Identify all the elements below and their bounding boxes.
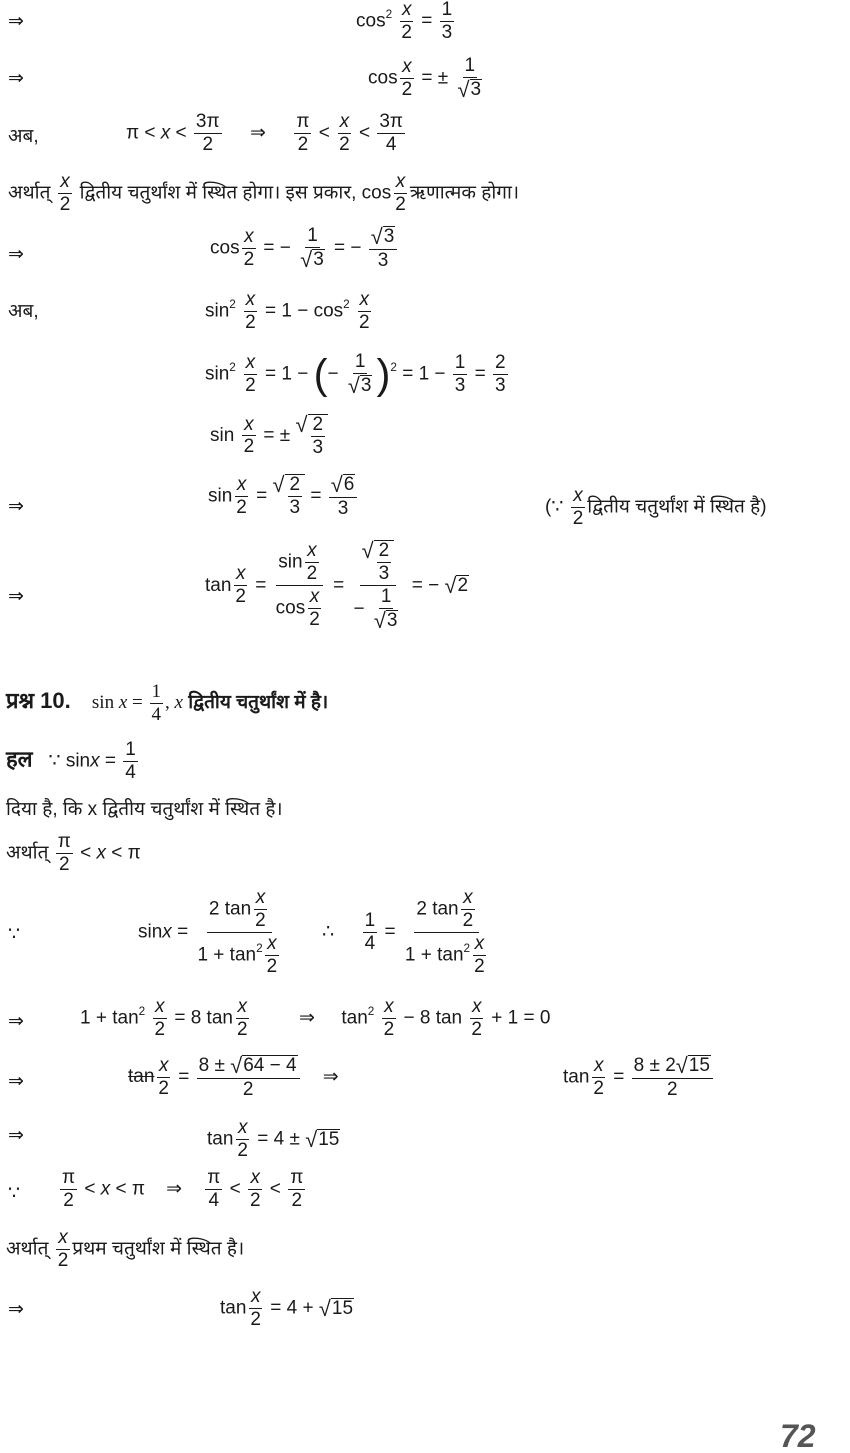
equation-sin2-value: $\sin^2$ $\frac{x}{2}$ = 1 − (− 1 √ 3 )$^2$ = 1 − $\frac{1}{3}$ = $\frac{2}{3}$ <box>205 350 506 398</box>
equation-cos2-half: $\cos^2$ $\frac{x}{2}$ = $\frac{1}{3}$ <box>356 0 453 43</box>
text-side-note: द्वितीय चतुर्थांश में स्थित है) <box>587 496 767 518</box>
equation-quadratic-tan: $1 + \tan^2$ $\frac{x}{2}$ = 8 tan $\frac{x}{2}$ ⇒ $\tan^2$ $\frac{x}{2}$ − 8 tan $\frac{x}{2}$ + 1 = 0 <box>80 996 551 1040</box>
equation-sin-half-pm: sin $\frac{x}{2}$ = ± √ $\frac{2}{3}$ <box>210 414 328 458</box>
text-ab: अब, <box>8 301 39 322</box>
text-negative: ऋणात्मक होगा। <box>409 182 520 204</box>
equation-tan-half-final: tan $\frac{x}{2}$ = 4 + √ 15 <box>220 1286 354 1330</box>
inequality-x-range: π < x < $\frac{3\pi}{2}$ ⇒ $\frac{\pi}{2}$ < $\frac{x}{2}$ < $\frac{3\pi}{4}$ <box>126 111 404 155</box>
question-tail: द्वितीय चतुर्थांश में है। <box>188 691 329 713</box>
equation-quadratic-formula: tan $\frac{x}{2}$ = 8 ± √ 64 − 4 2 ⇒ <box>128 1053 339 1100</box>
equation-sin-tan-identity: sinx = 2 tan $\frac{x}{2}$ $1 + \tan^2$ $\frac{x}{2}$ ∴ $\frac{1}{4}$ = 2 tan $\frac{x}{2}$ $1 + \tan^2$ $\frac{x}{2}$ <box>138 887 485 977</box>
text-arthat: अर्थात् <box>8 182 51 204</box>
text-ab: अब, <box>8 126 39 147</box>
given-statement: दिया है, कि x द्वितीय चतुर्थांश में स्थित है। <box>6 799 283 820</box>
implies-symbol: ⇒ <box>8 1125 24 1146</box>
equation-sin-half-value: sin $\frac{x}{2}$ = √ $\frac{2}{3}$ = √ 6 3 <box>208 474 359 519</box>
implies-symbol: ⇒ <box>8 496 24 517</box>
equation-tan-half-pm: tan $\frac{x}{2}$ = 4 ± √ 15 <box>207 1117 340 1161</box>
implies-symbol: ⇒ <box>8 68 24 89</box>
because-symbol: ∵ <box>8 1183 21 1204</box>
because-symbol: ∵ <box>8 924 21 945</box>
implies-symbol: ⇒ <box>8 1011 24 1032</box>
question-heading: प्रश्न 10. sin x = $\frac{1}{4}$ , x द्वितीय चतुर्थांश में है। <box>6 681 329 725</box>
inequality-half-range: $\frac{\pi}{2}$ < x < π ⇒ $\frac{\pi}{4}$ < $\frac{x}{2}$ < $\frac{\pi}{2}$ <box>62 1167 304 1211</box>
implies-symbol: ⇒ <box>8 1299 24 1320</box>
equation-cos-half-value: cos $\frac{x}{2}$ = − 1 √ 3 = − √ 3 3 <box>210 226 399 271</box>
side-note: (∵ $\frac{x}{2}$ द्वितीय चतुर्थांश में स्थित है) <box>545 485 767 529</box>
implies-symbol: ⇒ <box>8 1071 24 1092</box>
implies-symbol: ⇒ <box>8 11 24 32</box>
implies-symbol: ⇒ <box>8 586 24 607</box>
statement-quadrant-1: अर्थात् $\frac{x}{2}$ प्रथम चतुर्थांश में स्थित है। <box>6 1227 245 1271</box>
equation-quadratic-simplified: tan $\frac{x}{2}$ = 8 ± 2 √ 15 2 <box>563 1055 715 1100</box>
inequality-x-quadrant: अर्थात् $\frac{\pi}{2}$ < x < π <box>6 831 141 875</box>
statement-quadrant-2: अर्थात् $\frac{x}{2}$ द्वितीय चतुर्थांश में स्थित होगा। इस प्रकार, cos $\frac{x}{2}$ ऋणात्मक होगा। <box>8 171 520 215</box>
solution-label: हल <box>6 746 33 772</box>
equation-sin2-identity: $\sin^2$ $\frac{x}{2}$ = $1 - \cos^2$ $\frac{x}{2}$ <box>205 289 370 333</box>
solution-heading: हल ∵ sinx = $\frac{1}{4}$ <box>6 739 136 783</box>
text-quadrant-2: द्वितीय चतुर्थांश में स्थित होगा। इस प्रकार, <box>79 182 357 204</box>
implies-symbol: ⇒ <box>8 244 24 265</box>
equation-tan-half-ratio: tan $\frac{x}{2}$ = sin $\frac{x}{2}$ cos $\frac{x}{2}$ = √ $\frac{2}{3}$ − 1 √ 3 = − √ 2 <box>205 538 469 633</box>
text-arthat: अर्थात् <box>6 1238 49 1260</box>
equation-cos-half-pm: cos $\frac{x}{2}$ = ± 1 √ 3 <box>368 55 482 102</box>
question-label: प्रश्न 10. <box>6 687 71 713</box>
text-arthat: अर्थात् <box>6 842 49 864</box>
text-first-quadrant: प्रथम चतुर्थांश में स्थित है। <box>72 1238 245 1260</box>
page-number: 72 <box>780 1418 816 1453</box>
